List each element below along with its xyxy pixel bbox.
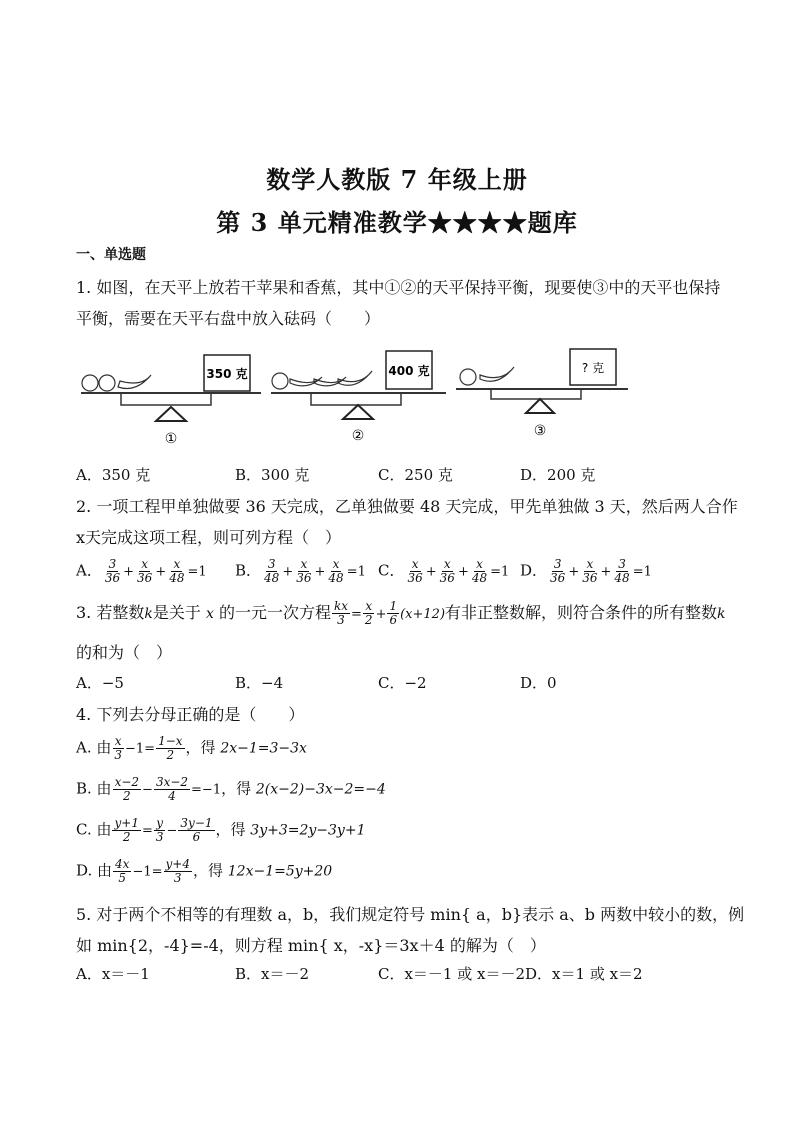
paren-expression: (x+12)	[400, 607, 446, 622]
q3-option-a[interactable]: A．−5	[76, 674, 124, 692]
banana-icon	[338, 371, 372, 385]
fraction-numerator: 1−x	[158, 734, 183, 748]
math-operator: −	[166, 823, 178, 839]
q4-option-a[interactable]	[76, 735, 307, 762]
fraction-denominator: 6	[389, 613, 398, 627]
var-k: k	[717, 606, 726, 622]
q4-option-d[interactable]	[76, 858, 332, 885]
var-k: k	[144, 606, 153, 622]
q4-text: ，得	[221, 779, 256, 798]
fraction-denominator: 36	[439, 571, 455, 585]
q5-option-c-d[interactable]: C．x＝－1 或 x＝－2D．x＝1 或 x＝2	[378, 965, 643, 983]
q5-option-b[interactable]: B．x＝－2	[235, 965, 310, 983]
q4-stem: 4. 下列去分母正确的是（ ）	[76, 705, 305, 724]
balance-1	[81, 355, 261, 447]
balance-figure	[76, 345, 636, 455]
apple-icon	[82, 375, 98, 391]
fraction-denominator: 3	[155, 830, 164, 844]
fraction-numerator: x	[114, 734, 122, 748]
q2-option-b[interactable]: B． $\frac{3}{48}$ + $\frac{x}{36}$ + $\frac{x}{48}$ =1	[235, 557, 366, 585]
balance-2	[271, 351, 446, 444]
fraction-numerator: 3	[553, 557, 562, 571]
label-circle-1: ①	[164, 431, 178, 447]
fraction-numerator: x	[411, 557, 419, 571]
label-circle-2: ②	[351, 428, 365, 444]
banana-icon	[480, 367, 514, 381]
fraction-numerator: 4x	[115, 857, 130, 871]
math-operator: =−1	[191, 782, 222, 798]
fraction-denominator: 36	[407, 571, 423, 585]
q1-stem-line2: 平衡，需要在天平右盘中放入砝码（ ）	[76, 309, 381, 328]
q1-option-a[interactable]: A．350 克	[76, 466, 151, 484]
apple-icon	[272, 373, 288, 389]
option-label: A．	[76, 561, 102, 580]
option-label: A. 由	[76, 738, 112, 757]
fraction-denominator: 48	[169, 571, 185, 585]
fraction-numerator: 1	[389, 599, 398, 613]
fraction-numerator: x	[476, 557, 483, 571]
q2-option-d[interactable]: D． $\frac{3}{36}$ + $\frac{x}{36}$ + $\frac{3}{48}$ =1	[520, 557, 652, 585]
fraction-denominator: 36	[137, 571, 153, 585]
weight-box-2: 400 克	[388, 364, 430, 378]
fraction-numerator: x−2	[114, 775, 140, 789]
fraction-numerator: 3	[108, 557, 117, 571]
fraction-denominator: 2	[166, 748, 175, 762]
q1-option-b[interactable]: B．300 克	[235, 466, 310, 484]
fraction-denominator: 36	[296, 571, 312, 585]
fraction-denominator: 48	[264, 571, 280, 585]
apple-icon	[460, 369, 476, 385]
q4-option-c[interactable]	[76, 817, 365, 844]
weight-box-1: 350 克	[206, 367, 248, 381]
label-circle-3: ③	[533, 423, 547, 439]
fraction-denominator: 48	[614, 571, 630, 585]
fraction-numerator: 3y−1	[180, 816, 213, 830]
q3-text: 3. 若整数	[76, 603, 145, 622]
fraction-numerator: 3	[618, 557, 626, 571]
math-operator: −	[142, 782, 153, 798]
fraction-denominator: 2	[122, 789, 131, 803]
fraction-denominator: 3	[114, 748, 123, 762]
q3-stem-line1	[76, 600, 726, 627]
fraction-denominator: 48	[328, 571, 344, 585]
title-line-2: 第 3 单元精准教学★★★★题库	[216, 208, 578, 237]
q4-text: ，得	[215, 820, 251, 839]
fraction-numerator: y	[156, 816, 164, 830]
equation-rhs: =1	[490, 564, 510, 580]
q2-option-a[interactable]: A． $\frac{3}{36}$ + $\frac{x}{36}$ + $\frac{x}{48}$ =1	[76, 557, 207, 585]
math-operator: =	[141, 823, 153, 839]
q3-text: 有非正整数解，则符合条件的所有整数	[445, 603, 718, 622]
apple-icon	[99, 375, 115, 391]
q3-text: 是关于	[152, 603, 201, 622]
fraction-numerator: x	[300, 557, 308, 571]
fraction-numerator: x	[173, 557, 181, 571]
title-line-1: 数学人教版 7 年级上册	[266, 165, 528, 194]
option-label: C. 由	[76, 820, 112, 839]
plus-sign: +	[375, 607, 387, 622]
weight-box-3: ? 克	[581, 361, 605, 375]
q5-stem-line1: 5. 对于两个不相等的有理数 a，b，我们规定符号 min{ a，b}表示 a、b 两数中较小的数，例	[76, 905, 745, 924]
equation-rhs: =1	[632, 564, 652, 580]
section-heading: 一、单选题	[76, 247, 146, 263]
q1-option-c[interactable]: C．250 克	[378, 466, 453, 484]
fraction-numerator: x	[141, 557, 149, 571]
q2-option-c[interactable]: C． $\frac{x}{36}$ + $\frac{x}{36}$ + $\frac{x}{48}$ =1	[378, 557, 510, 585]
fraction-numerator: x	[443, 557, 451, 571]
fraction-denominator: 6	[192, 830, 201, 844]
q3-text: 的一元一次方程	[218, 603, 331, 622]
fraction-numerator: x	[365, 599, 373, 613]
fraction-denominator: 2	[122, 830, 131, 844]
q5-option-a[interactable]: A．x＝－1	[76, 965, 150, 983]
q5-stem-line2: 如 min{2，-4}=-4，则方程 min{ x，-x}＝3x＋4 的解为（ ）	[76, 936, 546, 955]
option-label: C．	[378, 561, 405, 580]
result-equation: 12x−1=5y+20	[227, 863, 333, 880]
fraction-numerator: 3	[267, 557, 276, 571]
fraction-numerator: x	[332, 557, 340, 571]
fraction-numerator: y+1	[114, 816, 139, 830]
fraction-denominator: 36	[104, 571, 121, 585]
q3-option-d[interactable]: D．0	[520, 674, 557, 692]
q4-text: ，得	[192, 861, 228, 880]
fraction-denominator: 36	[550, 571, 566, 585]
q2-stem-line1: 2. 一项工程甲单独做要 36 天完成，乙单独做要 48 天完成，甲先单独做 3 天，然后两人合作	[76, 497, 738, 516]
equation-rhs: =1	[346, 564, 366, 580]
fraction-numerator: x	[586, 557, 594, 571]
option-label: D．	[520, 561, 548, 580]
option-label: B. 由	[76, 779, 112, 798]
result-equation: 2x−1=3−3x	[220, 740, 307, 757]
math-operator: −1=	[125, 741, 156, 757]
var-x: x	[205, 606, 214, 622]
fraction-numerator: 3x−2	[155, 775, 189, 789]
q4-option-b[interactable]	[76, 776, 386, 803]
balance-3	[456, 349, 628, 439]
fraction-denominator: 3	[173, 871, 182, 885]
q4-text: ，得	[185, 738, 221, 757]
result-equation: 3y+3=2y−3y+1	[250, 822, 366, 839]
fraction-numerator: kx	[333, 599, 349, 613]
fraction-numerator: y+4	[165, 857, 190, 871]
fraction-denominator: 2	[364, 613, 373, 627]
equation-rhs: =1	[187, 564, 207, 580]
option-label: B．	[235, 561, 262, 580]
q1-stem-line1: 1. 如图，在天平上放若干苹果和香蕉，其中①②的天平保持平衡，现要使③中的天平也保持	[76, 278, 721, 297]
fraction-denominator: 5	[118, 871, 127, 885]
result-equation: 2(x−2)−3x−2=−4	[255, 781, 386, 798]
equals-sign: =	[351, 607, 362, 622]
fraction-denominator: 3	[337, 613, 345, 627]
option-label: D. 由	[76, 861, 113, 880]
fraction-denominator: 4	[168, 789, 176, 803]
q2-stem-line2: x天完成这项工程，则可列方程（ ）	[76, 528, 342, 547]
q1-option-d[interactable]: D．200 克	[520, 466, 596, 484]
q3-option-b[interactable]: B．−4	[235, 674, 284, 692]
banana-icon	[118, 375, 151, 389]
q3-stem-line2: 的和为（ ）	[76, 643, 173, 662]
fraction-denominator: 48	[471, 571, 488, 585]
math-operator: −1=	[132, 864, 163, 880]
fraction-denominator: 36	[582, 571, 598, 585]
q3-option-c[interactable]: C．−2	[378, 674, 427, 692]
